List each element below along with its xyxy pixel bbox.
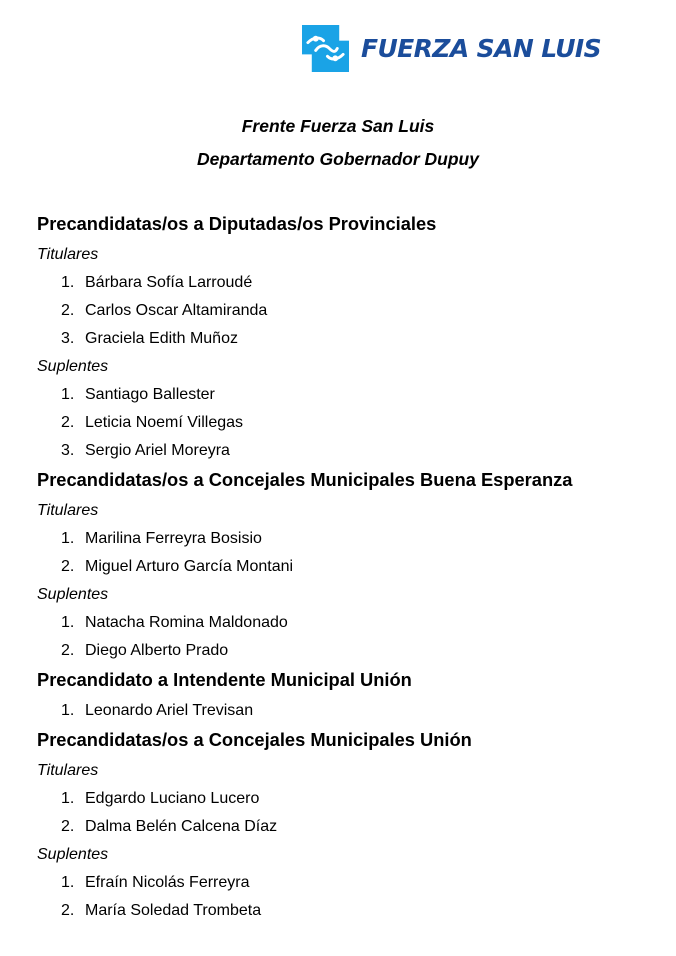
front-name: Frente Fuerza San Luis: [241, 116, 435, 136]
section-heading: Precandidatas/os a Concejales Municipales Buena Esperanza: [37, 469, 573, 490]
item-number: 2.: [61, 818, 75, 835]
section-heading: Precandidatas/os a Diputadas/os Provinciales: [37, 213, 437, 234]
list-item: [37, 813, 656, 841]
item-number: 2.: [61, 414, 75, 431]
list-item: [37, 325, 656, 353]
party-logo: [302, 24, 601, 72]
candidate-name: Bárbara Sofía Larroudé: [85, 274, 253, 291]
item-number: 3.: [61, 442, 75, 459]
candidate-name: Sergio Ariel Moreyra: [85, 442, 230, 459]
item-number: 2.: [61, 302, 75, 319]
list-item: [37, 381, 656, 409]
group-label-suplentes: Suplentes: [37, 846, 109, 863]
list-item: [37, 269, 656, 297]
candidate-name: Edgardo Luciano Lucero: [85, 790, 260, 807]
group-label-suplentes: Suplentes: [37, 586, 109, 603]
list-item: [37, 409, 656, 437]
list-item: [37, 297, 656, 325]
item-number: 2.: [61, 902, 75, 919]
item-number: 1.: [61, 274, 75, 291]
candidate-name: Leticia Noemí Villegas: [85, 414, 244, 431]
department-name: Departamento Gobernador Dupuy: [197, 149, 479, 169]
candidate-name: Dalma Belén Calcena Díaz: [85, 818, 278, 835]
list-item: [37, 869, 656, 897]
item-number: 3.: [61, 330, 75, 347]
document-header: [0, 112, 676, 178]
item-number: 1.: [61, 874, 75, 891]
candidate-lists: [37, 209, 656, 925]
group-label-titulares: Titulares: [37, 246, 99, 263]
candidate-name: María Soledad Trombeta: [85, 902, 262, 919]
candidate-name: Santiago Ballester: [85, 386, 215, 403]
candidate-name: Carlos Oscar Altamiranda: [85, 302, 268, 319]
clasped-hands-logo-icon: [302, 25, 349, 72]
candidate-name: Natacha Romina Maldonado: [85, 614, 288, 631]
section-heading: Precandidato a Intendente Municipal Unión: [37, 669, 412, 690]
list-item: [37, 553, 656, 581]
item-number: 1.: [61, 614, 75, 631]
list-item: [37, 437, 656, 465]
item-number: 1.: [61, 530, 75, 547]
item-number: 1.: [61, 702, 75, 719]
list-item: [37, 785, 656, 813]
candidate-name: Graciela Edith Muñoz: [85, 330, 238, 347]
candidate-name: Leonardo Ariel Trevisan: [85, 702, 254, 719]
group-label-titulares: Titulares: [37, 502, 99, 519]
list-item: [37, 897, 656, 925]
candidate-name: Miguel Arturo García Montani: [85, 558, 294, 575]
list-item: [37, 637, 656, 665]
item-number: 1.: [61, 386, 75, 403]
group-label-titulares: Titulares: [37, 762, 99, 779]
logo-text: FUERZA SAN LUIS: [361, 33, 602, 63]
section-heading: Precandidatas/os a Concejales Municipales Unión: [37, 729, 472, 750]
list-item: [37, 609, 656, 637]
candidate-name: Efraín Nicolás Ferreyra: [85, 874, 250, 891]
item-number: 2.: [61, 558, 75, 575]
item-number: 1.: [61, 790, 75, 807]
list-item: [37, 697, 656, 725]
candidate-name: Marilina Ferreyra Bosisio: [85, 530, 262, 547]
group-label-suplentes: Suplentes: [37, 358, 109, 375]
list-item: [37, 525, 656, 553]
candidate-name: Diego Alberto Prado: [85, 642, 229, 659]
item-number: 2.: [61, 642, 75, 659]
